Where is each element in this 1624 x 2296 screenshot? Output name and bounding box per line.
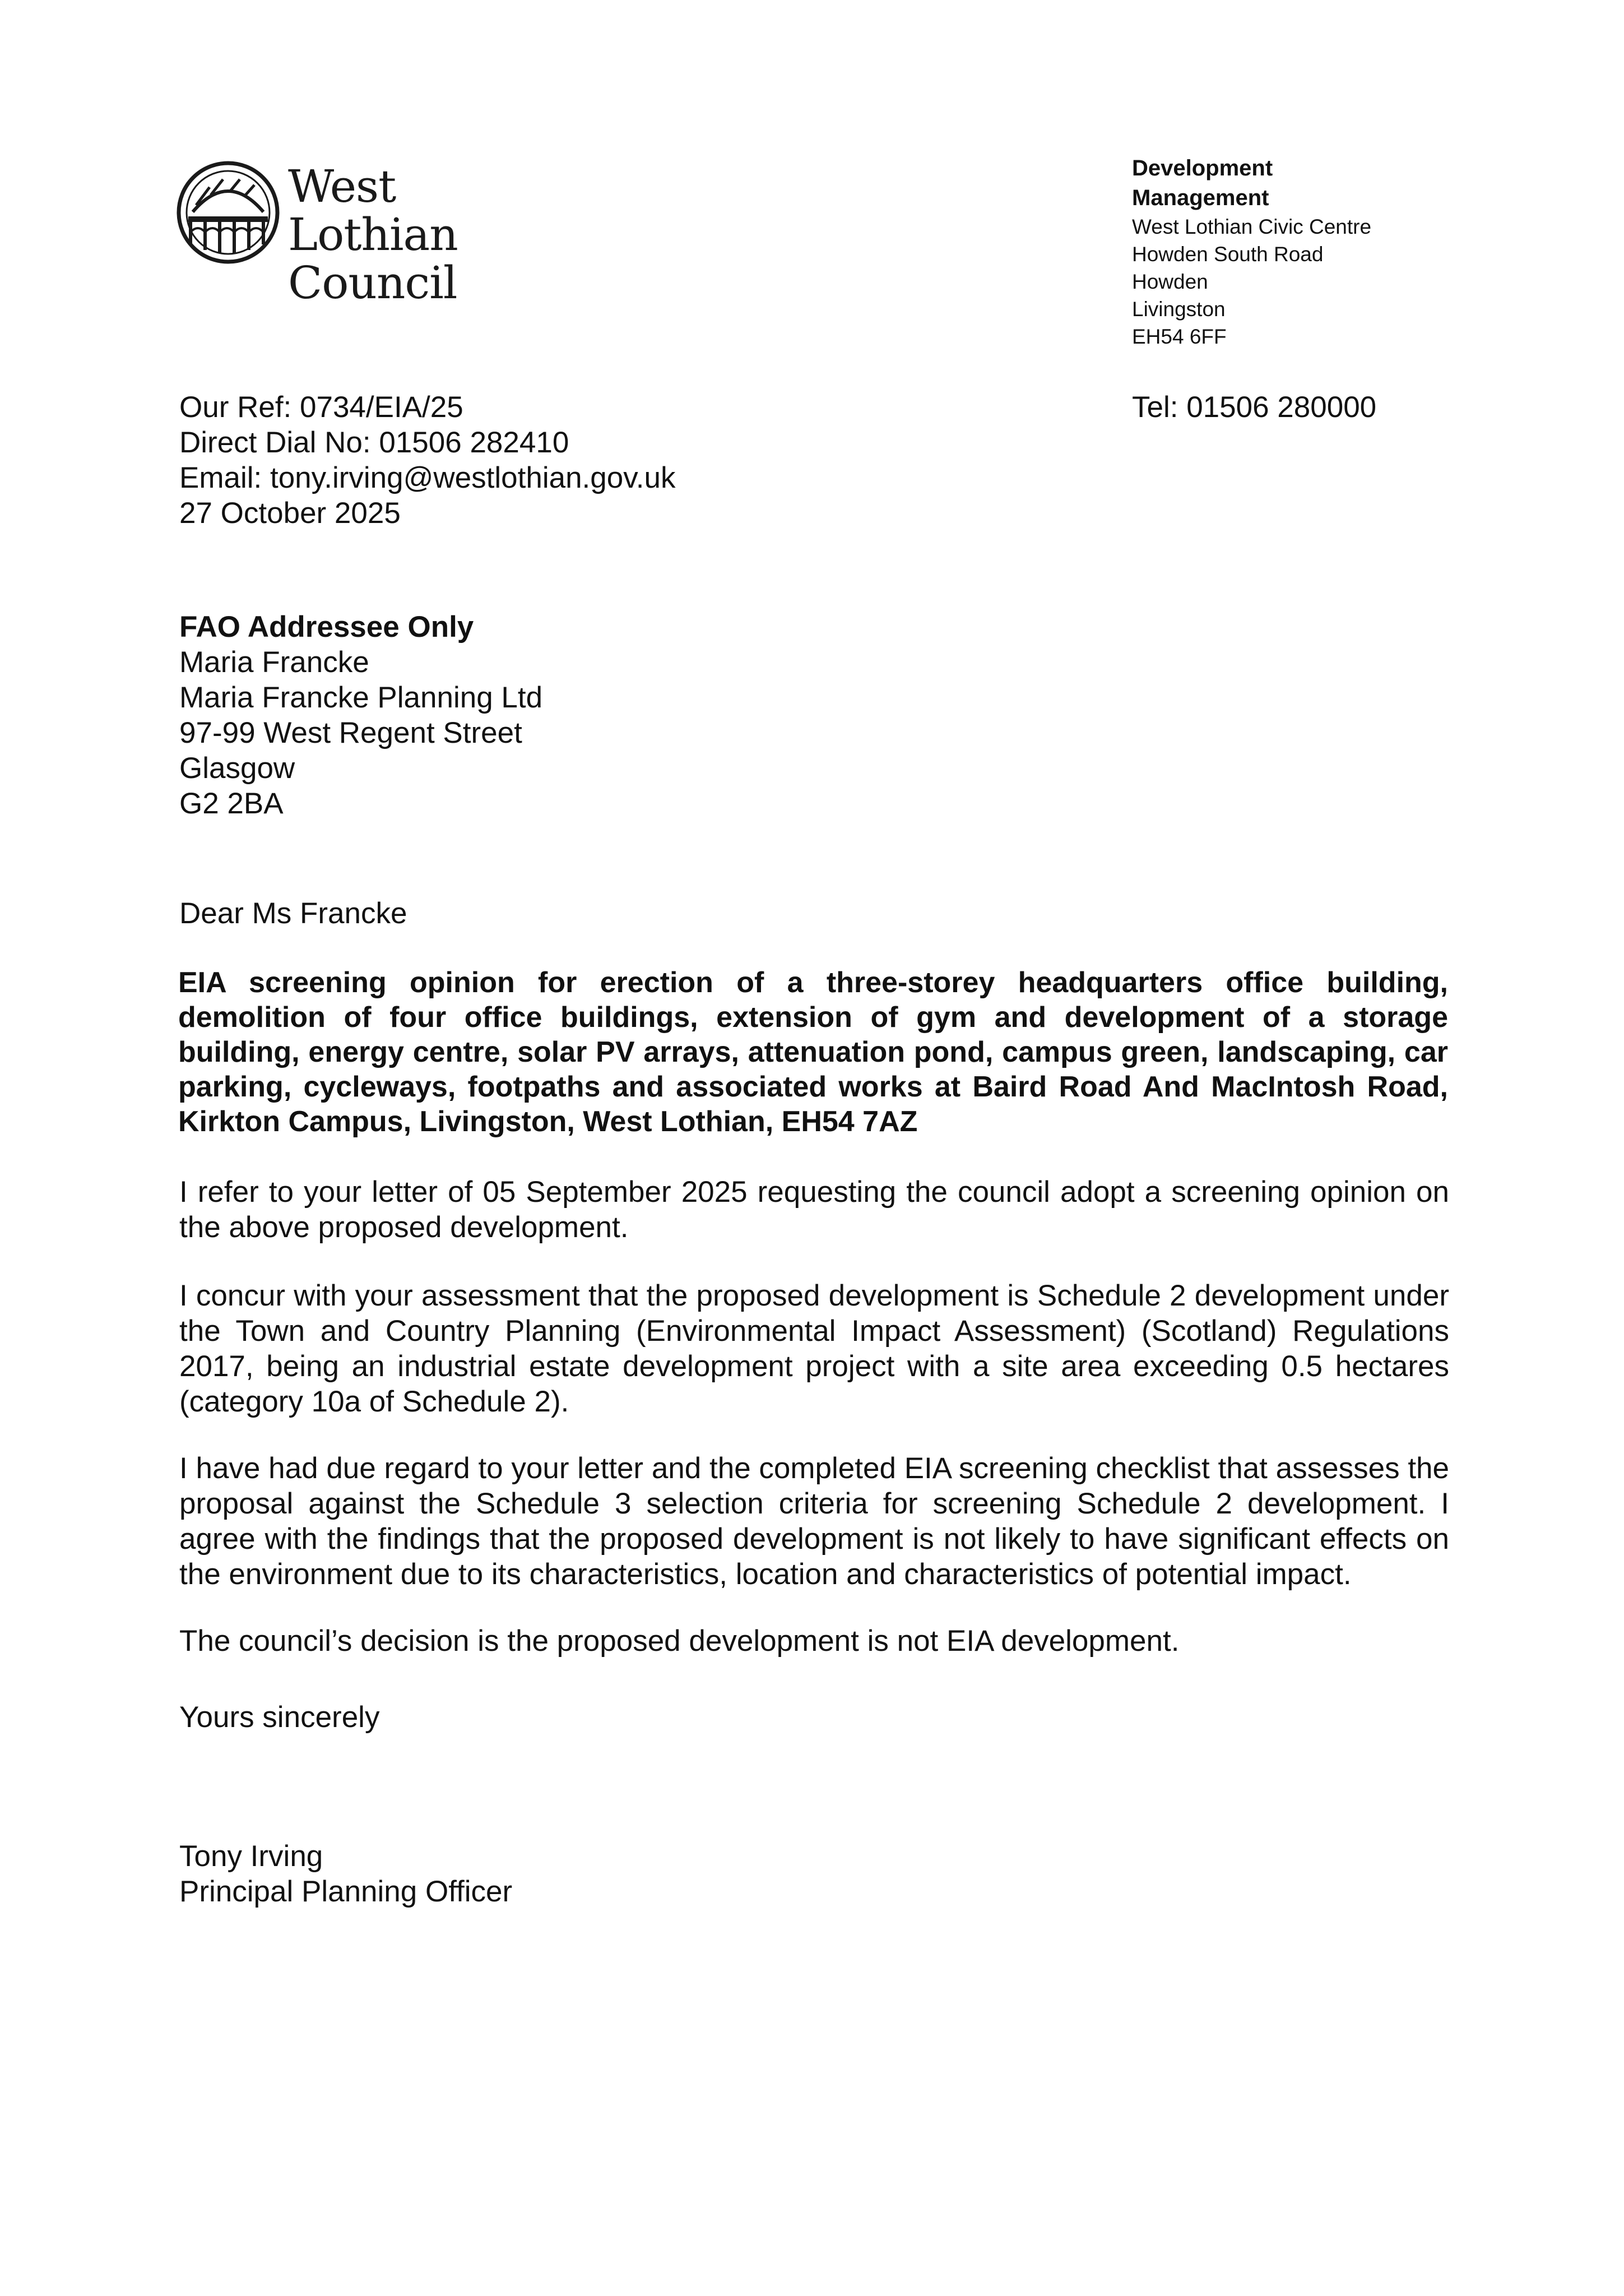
- recipient-line: 97-99 West Regent Street: [179, 716, 522, 749]
- logo-wordmark: [288, 160, 568, 309]
- department-line-2: Management: [1132, 186, 1269, 210]
- address-line: EH54 6FF: [1132, 325, 1227, 348]
- body-paragraph: The council’s decision is the proposed development is not EIA development.: [179, 1624, 1180, 1658]
- closing: Yours sincerely: [179, 1701, 380, 1734]
- subject-heading: EIA screening opinion for erection of a three-storey headquarters office building, demolition of four office buildings, extension of gym and development of a storage building, energy centre, solar PV arrays, attenuation pond, campus green, landscaping, car parking, cycleways, footpaths and associated works at Baird Road And MacIntosh Road, Kirkton Campus, Livingston, West Lothian, EH54 7AZ: [178, 966, 1448, 1138]
- signatory-title: Principal Planning Officer: [179, 1875, 513, 1908]
- recipient-address-block: [179, 609, 542, 821]
- logo-line-1: West Lothian: [288, 160, 458, 261]
- telephone: Tel: 01506 280000: [1132, 391, 1377, 424]
- department-name: [1132, 154, 1468, 213]
- viaduct-seal-icon: [176, 160, 280, 265]
- address-line: Howden South Road: [1132, 243, 1324, 266]
- address-line: Howden: [1132, 270, 1208, 293]
- signature-block: [179, 1839, 512, 1909]
- direct-dial: Direct Dial No: 01506 282410: [179, 426, 569, 459]
- body-paragraph: I have had due regard to your letter and the completed EIA screening checklist that assesses the proposal against the Schedule 3 selection criteria for screening Schedule 2 development. I agree with the findings that the proposed development is not likely to have significant effects on the environment due to its characteristics, location and characteristics of potential impact.: [179, 1452, 1449, 1591]
- address-line: West Lothian Civic Centre: [1132, 215, 1372, 238]
- email: Email: tony.irving@westlothian.gov.uk: [179, 461, 676, 494]
- signatory-name: Tony Irving: [179, 1840, 323, 1873]
- department-line-1: Development: [1132, 156, 1273, 180]
- recipient-line: Maria Francke Planning Ltd: [179, 681, 543, 714]
- logo-line-2: Council: [288, 257, 457, 309]
- fao-line: FAO Addressee Only: [179, 610, 474, 644]
- recipient-line: Glasgow: [179, 752, 295, 785]
- salutation: Dear Ms Francke: [179, 897, 407, 930]
- body-paragraph: I refer to your letter of 05 September 2025 requesting the council adopt a screening opinion on the above proposed development.: [179, 1175, 1449, 1244]
- our-ref: Our Ref: 0734/EIA/25: [179, 391, 463, 424]
- reference-block: [179, 390, 676, 531]
- council-logo: [176, 158, 568, 309]
- address-line: Livingston: [1132, 298, 1226, 321]
- sender-address-block: [1132, 154, 1468, 350]
- recipient-line: Maria Francke: [179, 646, 369, 679]
- recipient-line: G2 2BA: [179, 787, 284, 820]
- body-paragraph: I concur with your assessment that the proposed development is Schedule 2 development under the Town and Country Planning (Environmental Impact Assessment) (Scotland) Regulations 2017, being an industrial estate development project with a site area exceeding 0.5 hectares (category 10a of Schedule 2).: [179, 1279, 1449, 1418]
- letter-date: 27 October 2025: [179, 497, 401, 530]
